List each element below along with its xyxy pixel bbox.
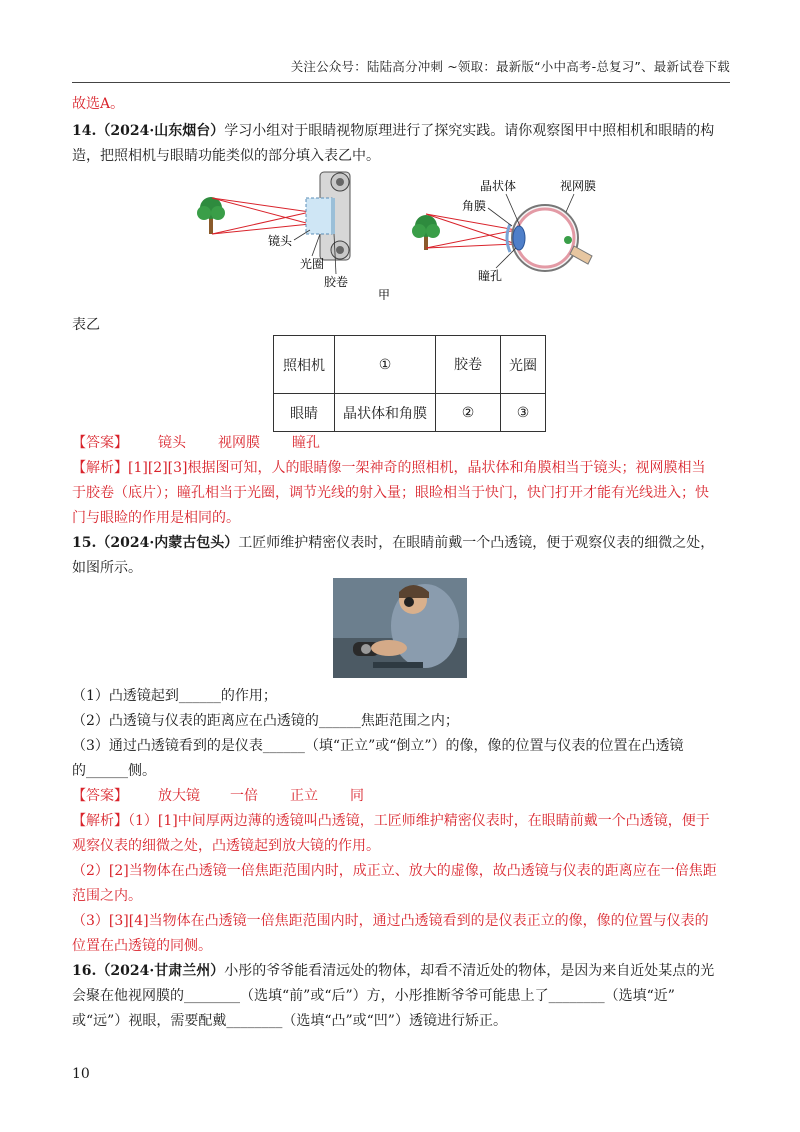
analysis-label: 【解析】 <box>72 813 128 829</box>
q14-source: （2024·山东烟台） <box>96 123 225 139</box>
label-cornea: 角膜 <box>462 199 487 213</box>
q15-answer <box>72 786 364 806</box>
figure-caption: 甲 <box>378 288 391 300</box>
q15-analysis-line1 <box>72 811 710 831</box>
q15-sub2: （2）凸透镜与仪表的距离应在凸透镜的______焦距范围之内； <box>72 713 459 729</box>
q15-analysis-line6: 位置在凸透镜的同侧。 <box>72 938 212 954</box>
answer-1: 放大镜 <box>158 788 200 804</box>
table-cell: 胶卷 <box>436 336 501 394</box>
q15-analysis-line5: （3）[3][4]当物体在凸透镜一倍焦距范围内时，通过凸透镜看到的是仪表正立的像，像的位置与仪表的 <box>72 913 709 929</box>
label-aperture: 光圈 <box>300 257 325 271</box>
q16-stem-line3: 或“远”）视眼，需要配戴________（选填“凸”或“凹”）透镜进行矫正。 <box>72 1013 507 1029</box>
table-row <box>274 336 546 394</box>
q15-analysis-line3: （2）[2]当物体在凸透镜一倍焦距范围内时，成正立、放大的虚像，故凸透镜与仪表的距离应在一倍焦距 <box>72 863 717 879</box>
table-cell: 眼睛 <box>274 394 335 432</box>
previous-answer: 故选A。 <box>72 96 125 112</box>
page-header: 关注公众号：陆陆高分冲刺 ~领取：最新版“小中高考-总复习”、最新试卷下载 <box>290 59 730 74</box>
q16-stem-line1 <box>72 961 714 981</box>
q14-analysis-line2: 于胶卷（底片）；瞳孔相当于光圈，调节光线的射入量；眼睑相当于快门，快门打开才能有光线进入；快 <box>72 485 709 501</box>
page-number: 10 <box>72 1066 90 1082</box>
q14-table <box>273 335 546 432</box>
analysis-text: [1][2][3]根据图可知，人的眼睛像一架神奇的照相机，晶状体和角膜相当于镜头；视网膜相当 <box>128 460 706 476</box>
analysis-label: 【解析】 <box>72 460 128 476</box>
label-film: 胶卷 <box>324 275 349 289</box>
q15-sub3-line1: （3）通过凸透镜看到的是仪表______（填“正立”或“倒立”）的像，像的位置与仪表的位置在凸透镜 <box>72 738 684 754</box>
q14-number: 14. <box>72 123 97 139</box>
answer-1: 镜头 <box>158 435 186 451</box>
answer-3: 正立 <box>290 788 318 804</box>
table-row <box>274 394 546 432</box>
table-cell: 光圈 <box>501 336 546 394</box>
q15-stem-line1 <box>72 533 714 553</box>
q15-sub1: （1）凸透镜起到______的作用； <box>72 688 277 704</box>
q15-photo-watchmaker <box>333 578 467 678</box>
answer-4: 同 <box>350 788 364 804</box>
analysis-text: （1）[1]中间厚两边薄的透镜叫凸透镜，工匠师维护精密仪表时，在眼睛前戴一个凸透镜，便于 <box>128 813 710 829</box>
label-crystalline: 晶状体 <box>480 179 517 193</box>
answer-2: 视网膜 <box>218 435 260 451</box>
label-lens: 镜头 <box>268 234 293 248</box>
q14-figure <box>190 168 610 300</box>
table-cell: 晶状体和角膜 <box>335 394 436 432</box>
answer-2: 一倍 <box>230 788 258 804</box>
q15-number: 15. <box>72 535 97 551</box>
label-pupil: 瞳孔 <box>478 269 503 283</box>
q15-analysis-line4: 范围之内。 <box>72 888 142 904</box>
label-retina: 视网膜 <box>560 179 597 193</box>
q14-stem-line1 <box>72 121 714 141</box>
camera-body <box>306 172 350 260</box>
table-cell: ③ <box>501 394 546 432</box>
q16-number: 16. <box>72 963 97 979</box>
answer-3: 瞳孔 <box>292 435 320 451</box>
camera-tree-icon <box>197 197 225 234</box>
eyeball-icon <box>507 205 592 271</box>
q15-analysis-line2: 观察仪表的细微之处，凸透镜起到放大镜的作用。 <box>72 838 380 854</box>
q14-analysis-line1 <box>72 458 706 478</box>
q15-source: （2024·内蒙古包头） <box>96 535 239 551</box>
table-cell: ② <box>436 394 501 432</box>
eye-tree-icon <box>412 215 440 250</box>
q14-analysis-line3: 门与眼睑的作用是相同的。 <box>72 510 240 526</box>
table-cell: 照相机 <box>274 336 335 394</box>
answer-label: 【答案】 <box>72 435 128 451</box>
table-cell: ① <box>335 336 436 394</box>
q16-stem-line2: 会聚在他视网膜的________（选填“前”或“后”）方，小彤推断爷爷可能患上了________（选填“近” <box>72 988 675 1004</box>
header-divider <box>72 82 730 83</box>
q16-stem-text: 小彤的爷爷能看清远处的物体，却看不清近处的物体，是因为来自近处某点的光 <box>224 963 715 979</box>
q14-stem-text: 学习小组对于眼睛视物原理进行了探究实践。请你观察图甲中照相机和眼睛的构 <box>224 123 715 139</box>
table-title: 表乙 <box>72 317 100 333</box>
q14-answer <box>72 433 320 453</box>
q15-stem-text: 工匠师维护精密仪表时，在眼睛前戴一个凸透镜，便于观察仪表的细微之处， <box>238 535 715 551</box>
answer-label: 【答案】 <box>72 788 128 804</box>
q16-source: （2024·甘肃兰州） <box>96 963 225 979</box>
q15-stem-line2: 如图所示。 <box>72 560 142 576</box>
q15-sub3-line2: 的______侧。 <box>72 763 156 779</box>
q14-stem-line2: 造，把照相机与眼睛功能类似的部分填入表乙中。 <box>72 148 380 164</box>
